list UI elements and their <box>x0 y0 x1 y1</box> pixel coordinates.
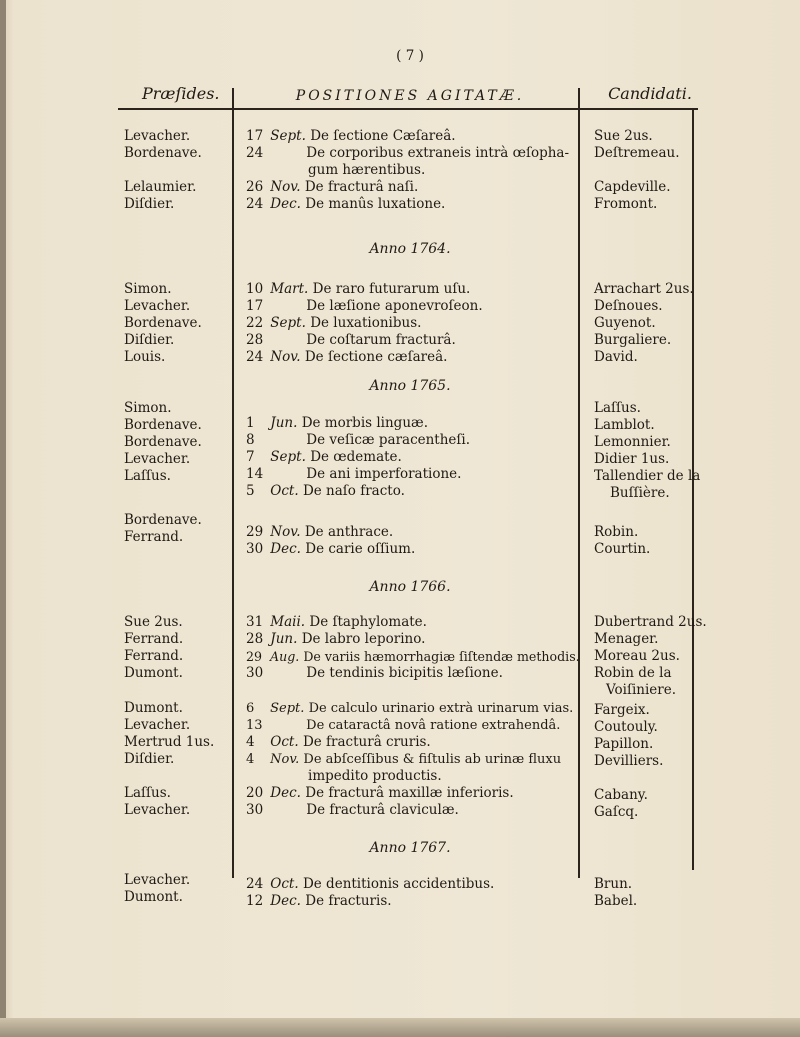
entry-text: De veſicæ paracentheſi. <box>306 432 471 448</box>
entry-month: Sept. <box>270 315 306 331</box>
candidate-name: Menager. <box>594 631 659 647</box>
candidate-name: Devilliers. <box>594 753 664 769</box>
entry-day: 28 <box>246 631 264 647</box>
entry-day: 22 <box>246 315 264 331</box>
entry-month: Dec. <box>270 196 301 212</box>
entry-text: impedito productis. <box>308 768 442 784</box>
header-praesides: Præſides. <box>142 84 220 103</box>
entry-month: Aug. <box>270 649 300 664</box>
thesis-entry <box>246 196 445 213</box>
entry-month: Nov. <box>270 752 300 767</box>
candidate-name: Buſſière. <box>610 485 670 501</box>
entry-text: De dentitionis accidentibus. <box>302 876 495 892</box>
praeses-name: Simon. <box>124 281 172 297</box>
entry-text: De fracturâ maxillæ inferioris. <box>305 785 514 801</box>
candidate-name: Fromont. <box>594 196 658 212</box>
thesis-entry <box>246 298 483 315</box>
thesis-entry <box>246 876 494 893</box>
entry-month: Jun. <box>270 631 298 647</box>
thesis-entry <box>246 802 459 819</box>
candidate-name: Lamblot. <box>594 417 655 433</box>
entry-text: De ani imperforatione. <box>306 466 462 482</box>
thesis-entry <box>246 524 393 541</box>
thesis-entry <box>246 179 418 196</box>
praeses-name: Levacher. <box>124 872 191 888</box>
thesis-entry-continuation <box>246 768 442 785</box>
candidate-name: David. <box>594 349 638 365</box>
entry-day: 1 <box>246 415 255 431</box>
entry-day: 30 <box>246 665 264 681</box>
candidate-name: Laſſus. <box>594 400 641 416</box>
year-heading: Anno 1765. <box>369 378 451 394</box>
entry-day: 24 <box>246 876 264 892</box>
entry-text: De fracturâ claviculæ. <box>306 802 459 818</box>
column-divider-right <box>578 88 580 878</box>
thesis-entry <box>246 449 402 466</box>
praeses-name: Ferrand. <box>124 529 184 545</box>
thesis-entry <box>246 432 470 449</box>
year-heading: Anno 1766. <box>369 579 451 595</box>
entry-text: De corporibus extraneis intrà œſopha- <box>306 145 570 161</box>
entry-day: 14 <box>246 466 264 482</box>
entry-month: Oct. <box>270 876 299 892</box>
entry-text: De labro leporino. <box>301 631 426 647</box>
praeses-name: Mertrud 1us. <box>124 734 215 750</box>
thesis-entry-continuation <box>246 162 425 179</box>
entry-day: 30 <box>246 802 264 818</box>
entry-text: De œdemate. <box>310 449 402 465</box>
thesis-entry <box>246 717 560 734</box>
thesis-entry <box>246 145 569 162</box>
entry-day: 4 <box>246 734 255 750</box>
candidate-name: Dubertrand 2us. <box>594 614 707 630</box>
entry-month: Oct. <box>270 483 299 499</box>
praeses-name: Ferrand. <box>124 631 184 647</box>
entry-month: Sept. <box>270 449 306 465</box>
candidate-name: Courtin. <box>594 541 651 557</box>
praeses-name: Levacher. <box>124 717 191 733</box>
page-bottom-edge <box>0 1018 800 1037</box>
thesis-entry <box>246 614 427 631</box>
praeses-name: Simon. <box>124 400 172 416</box>
entry-day: 8 <box>246 432 255 448</box>
praeses-name: Levacher. <box>124 451 191 467</box>
entry-month: Dec. <box>270 893 301 909</box>
praeses-name: Laſſus. <box>124 785 171 801</box>
entry-day: 29 <box>246 524 264 540</box>
header-rule <box>118 108 698 110</box>
thesis-entry <box>246 332 456 349</box>
thesis-entry <box>246 751 561 768</box>
thesis-entry <box>246 734 431 751</box>
praeses-name: Ferrand. <box>124 648 184 664</box>
entry-day: 31 <box>246 614 264 630</box>
candidate-name: Lemonnier. <box>594 434 671 450</box>
praeses-name: Dumont. <box>124 665 183 681</box>
entry-day: 24 <box>246 145 264 161</box>
candidate-name: Deſnoues. <box>594 298 663 314</box>
column-divider-outer <box>692 110 694 870</box>
entry-text: De carie oſſium. <box>305 541 416 557</box>
candidate-name: Moreau 2us. <box>594 648 680 664</box>
praeses-name: Diſdier. <box>124 332 175 348</box>
entry-month: Sept. <box>270 128 306 144</box>
candidate-name: Didier 1us. <box>594 451 670 467</box>
entry-text: gum hærentibus. <box>308 162 426 178</box>
praeses-name: Levacher. <box>124 128 191 144</box>
praeses-name: Dumont. <box>124 889 183 905</box>
praeses-name: Sue 2us. <box>124 614 183 630</box>
entry-text: De anthrace. <box>304 524 394 540</box>
entry-day: 10 <box>246 281 264 297</box>
candidate-name: Burgaliere. <box>594 332 672 348</box>
entry-month: Nov. <box>270 524 301 540</box>
entry-month: Jun. <box>270 415 298 431</box>
thesis-entry <box>246 785 514 802</box>
entry-text: De naſo fracto. <box>302 483 405 499</box>
entry-month: Sept. <box>270 701 305 716</box>
entry-text: De raro futurarum uſu. <box>312 281 471 297</box>
entry-text: De coſtarum fracturâ. <box>306 332 456 348</box>
candidate-name: Robin. <box>594 524 639 540</box>
thesis-entry <box>246 631 425 648</box>
entry-text: De ſtaphylomate. <box>309 614 427 630</box>
thesis-entry <box>246 700 573 717</box>
candidate-name: Arrachart 2us. <box>594 281 694 297</box>
praeses-name: Levacher. <box>124 298 191 314</box>
candidate-name: Guyenot. <box>594 315 656 331</box>
praeses-name: Diſdier. <box>124 751 175 767</box>
praeses-name: Levacher. <box>124 802 191 818</box>
praeses-name: Lelaumier. <box>124 179 197 195</box>
entry-month: Mart. <box>270 281 309 297</box>
candidate-name: Deſtremeau. <box>594 145 680 161</box>
entry-month: Maii. <box>270 614 306 630</box>
thesis-entry <box>246 648 580 665</box>
entry-text: De fracturis. <box>305 893 392 909</box>
header-positiones: POSITIONES AGITATÆ. <box>295 88 525 104</box>
entry-text: De luxationibus. <box>310 315 422 331</box>
header-candidati: Candidati. <box>608 84 692 103</box>
entry-text: De abſceſſibus & fiſtulis ab urinæ fluxu <box>303 752 562 767</box>
entry-text: De fracturâ cruris. <box>302 734 431 750</box>
entry-day: 24 <box>246 349 264 365</box>
candidate-name: Cabany. <box>594 787 648 803</box>
candidate-name: Sue 2us. <box>594 128 653 144</box>
praeses-name: Louis. <box>124 349 166 365</box>
entry-day: 7 <box>246 449 255 465</box>
entry-day: 30 <box>246 541 264 557</box>
entry-text: De variis hæmorrhagiæ ſiſtendæ methodis. <box>303 649 580 664</box>
praeses-name: Laſſus. <box>124 468 171 484</box>
entry-day: 26 <box>246 179 264 195</box>
thesis-entry <box>246 315 421 332</box>
praeses-name: Bordenave. <box>124 145 202 161</box>
candidate-name: Papillon. <box>594 736 654 752</box>
thesis-entry <box>246 415 428 432</box>
entry-day: 17 <box>246 298 264 314</box>
entry-day: 20 <box>246 785 264 801</box>
entry-day: 5 <box>246 483 255 499</box>
year-heading: Anno 1764. <box>369 241 451 257</box>
candidate-name: Babel. <box>594 893 638 909</box>
entry-month: Dec. <box>270 541 301 557</box>
candidate-name: Voiſiniere. <box>606 682 677 698</box>
entry-day: 24 <box>246 196 264 212</box>
entry-day: 13 <box>246 718 263 733</box>
thesis-entry <box>246 541 415 558</box>
page-binding-edge <box>0 0 6 1037</box>
page-number: ( 7 ) <box>396 48 424 64</box>
entry-day: 28 <box>246 332 264 348</box>
entry-day: 12 <box>246 893 264 909</box>
entry-text: De morbis linguæ. <box>301 415 428 431</box>
entry-day: 29 <box>246 649 263 664</box>
candidate-name: Capdeville. <box>594 179 671 195</box>
entry-month: Nov. <box>270 349 301 365</box>
praeses-name: Dumont. <box>124 700 183 716</box>
entry-text: De ſectione cæſareâ. <box>304 349 448 365</box>
entry-text: De cataractâ novâ ratione extrahendâ. <box>306 718 561 733</box>
entry-text: De fracturâ naſi. <box>304 179 419 195</box>
year-heading: Anno 1767. <box>369 840 451 856</box>
praeses-name: Bordenave. <box>124 434 202 450</box>
thesis-entry <box>246 281 470 298</box>
thesis-entry <box>246 466 461 483</box>
entry-text: De læſione aponevroſeon. <box>306 298 483 314</box>
entry-month: Oct. <box>270 734 299 750</box>
entry-text: De tendinis bicipitis læſione. <box>306 665 503 681</box>
thesis-entry <box>246 483 405 500</box>
candidate-name: Brun. <box>594 876 633 892</box>
entry-text: De ſectione Cæſareâ. <box>310 128 456 144</box>
candidate-name: Coutouly. <box>594 719 658 735</box>
thesis-entry <box>246 128 456 145</box>
column-divider-left <box>232 88 234 878</box>
entry-day: 17 <box>246 128 264 144</box>
entry-month: Nov. <box>270 179 301 195</box>
candidate-name: Tallendier de la <box>594 468 701 484</box>
entry-day: 4 <box>246 752 255 767</box>
candidate-name: Fargeix. <box>594 702 650 718</box>
thesis-entry <box>246 665 503 682</box>
praeses-name: Bordenave. <box>124 315 202 331</box>
thesis-entry <box>246 893 392 910</box>
praeses-name: Diſdier. <box>124 196 175 212</box>
praeses-name: Bordenave. <box>124 512 202 528</box>
candidate-name: Robin de la <box>594 665 672 681</box>
entry-text: De calculo urinario extrà urinarum vias. <box>308 701 574 716</box>
candidate-name: Gaſcq. <box>594 804 639 820</box>
thesis-entry <box>246 349 447 366</box>
entry-text: De manûs luxatione. <box>305 196 446 212</box>
entry-month: Dec. <box>270 785 301 801</box>
praeses-name: Bordenave. <box>124 417 202 433</box>
entry-day: 6 <box>246 701 255 716</box>
